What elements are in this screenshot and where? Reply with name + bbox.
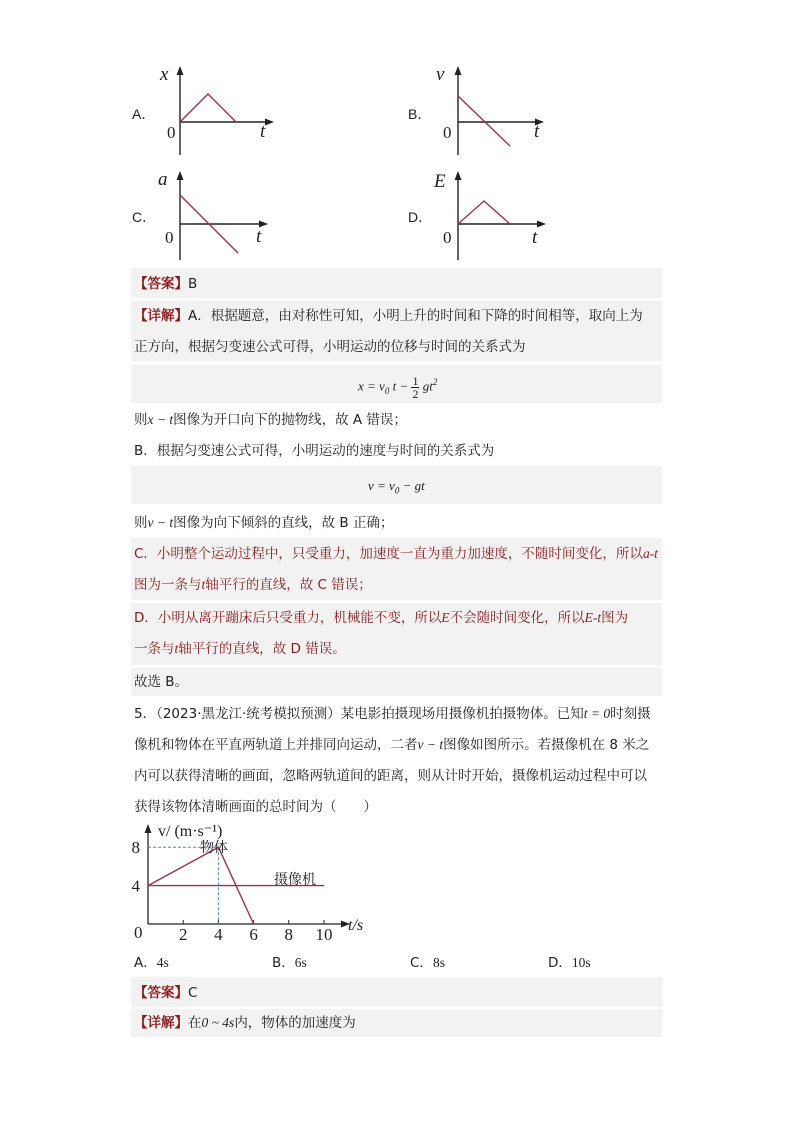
formula-displacement: $x = v_0$ t − $\frac{1}{2}$ $gt^2$: [358, 374, 438, 401]
detail1-line7: 图为一条与t轴平行的直线，故 C 错误；: [134, 577, 372, 593]
choice-d[interactable]: D．10s: [548, 955, 591, 971]
vt-xtick-label-10: 10: [315, 925, 333, 944]
q5-line2: 像机和物体在平直两轨道上并排同向运动，二者v − t图像如图所示。若摄像机在 8 米之: [134, 737, 650, 753]
vt-chart: [128, 818, 378, 946]
detail2: 【详解】在0 ~ 4s内，物体的加速度为: [134, 1015, 356, 1031]
vt-origin: 0: [134, 923, 143, 942]
vt-xlabel: t/s: [348, 917, 364, 934]
detail1-line9: 一条与t轴平行的直线，故 D 错误。: [134, 641, 346, 657]
graph-a-x-t: [150, 60, 280, 160]
detail1-line5: 则v − t图像为向下倾斜的直线，故 B 正确；: [134, 515, 394, 531]
choice-b[interactable]: B．6s: [272, 955, 307, 971]
graph-d-ylabel: E: [434, 171, 446, 192]
vt-camera-label: 摄像机: [274, 872, 316, 888]
choice-a[interactable]: A．4s: [134, 955, 169, 971]
vt-xtick-label-2: 2: [178, 925, 188, 944]
graph-d-origin: 0: [443, 228, 452, 247]
vt-y-arrow: [145, 824, 152, 833]
detail1-line10: 故选 B。: [134, 674, 189, 690]
vt-xtick-label-8: 8: [284, 925, 294, 944]
detail1-line4: B．根据匀变速公式可得，小明运动的速度与时间的关系式为: [134, 443, 495, 459]
graph-b-ylabel: v: [436, 64, 445, 85]
detail1-line2: 正方向，根据匀变速公式可得，小明运动的位移与时间的关系式为: [134, 339, 526, 355]
graph-b-xlabel: t: [534, 121, 540, 142]
detail1-line3: 则x − t图像为开口向下的抛物线，故 A 错误；: [134, 412, 407, 428]
vt-object-label: 物体: [200, 840, 228, 856]
graph-a-origin: 0: [167, 123, 176, 142]
q5-line4: 获得该物体清晰画面的总时间为（ ）: [134, 799, 377, 815]
answer2: 【答案】C: [134, 985, 198, 1001]
detail1-line6: C．小明整个运动过程中，只受重力，加速度一直为重力加速度，不随时间变化，所以a-t: [134, 546, 658, 562]
graph-c-ylabel: a: [158, 169, 168, 190]
choice-c[interactable]: C．8s: [410, 955, 445, 971]
detail1-line1: 【详解】A．根据题意，由对称性可知，小明上升的时间和下降的时间相等，取向上为: [134, 308, 643, 324]
graph-a-ylabel: x: [160, 64, 169, 85]
answer1-bg: [131, 268, 662, 298]
answer1: 【答案】B: [134, 276, 198, 292]
answer2-bg: [131, 977, 662, 1007]
formula-velocity: $v = v_0$ − gt: [368, 478, 425, 496]
graph-c-origin: 0: [165, 228, 174, 247]
graph-c-xlabel: t: [256, 226, 262, 247]
graph-d-curve: [458, 201, 510, 224]
detail1-bg-e: [131, 668, 662, 696]
vt-xtick-label-4: 4: [214, 925, 223, 944]
graph-b-origin: 0: [443, 123, 452, 142]
vt-ytick-label-8: 8: [131, 838, 140, 858]
graph-a-curve: [180, 94, 236, 122]
vt-xtick-label-6: 6: [249, 925, 258, 944]
graph-c-a-t: [150, 165, 280, 265]
graph-d-E-t: [428, 165, 558, 265]
q5-line3: 内可以获得清晰的画面，忽略两轨道间的距离，则从计时开始，摄像机运动过程中可以: [134, 768, 647, 784]
option-d-label: D．: [408, 209, 433, 225]
option-a-label: A．: [132, 106, 156, 122]
vt-ylabel: v/ (m·s⁻¹): [158, 823, 223, 840]
graph-b-line: [458, 96, 510, 146]
option-c-label: C．: [132, 209, 157, 225]
q5-line1: 5．（2023·黑龙江·统考模拟预测）某电影拍摄现场用摄像机拍摄物体。已知t = 0时刻摄: [134, 706, 651, 722]
vt-ytick-label-4: 4: [131, 876, 140, 896]
detail1-line8: D．小明从离开蹦床后只受重力，机械能不变，所以E不会随时间变化，所以E-t图为: [134, 610, 629, 626]
graph-b-v-t: [428, 60, 558, 160]
graph-d-xlabel: t: [532, 227, 538, 248]
option-b-label: B．: [408, 106, 432, 122]
graph-a-xlabel: t: [260, 121, 266, 142]
